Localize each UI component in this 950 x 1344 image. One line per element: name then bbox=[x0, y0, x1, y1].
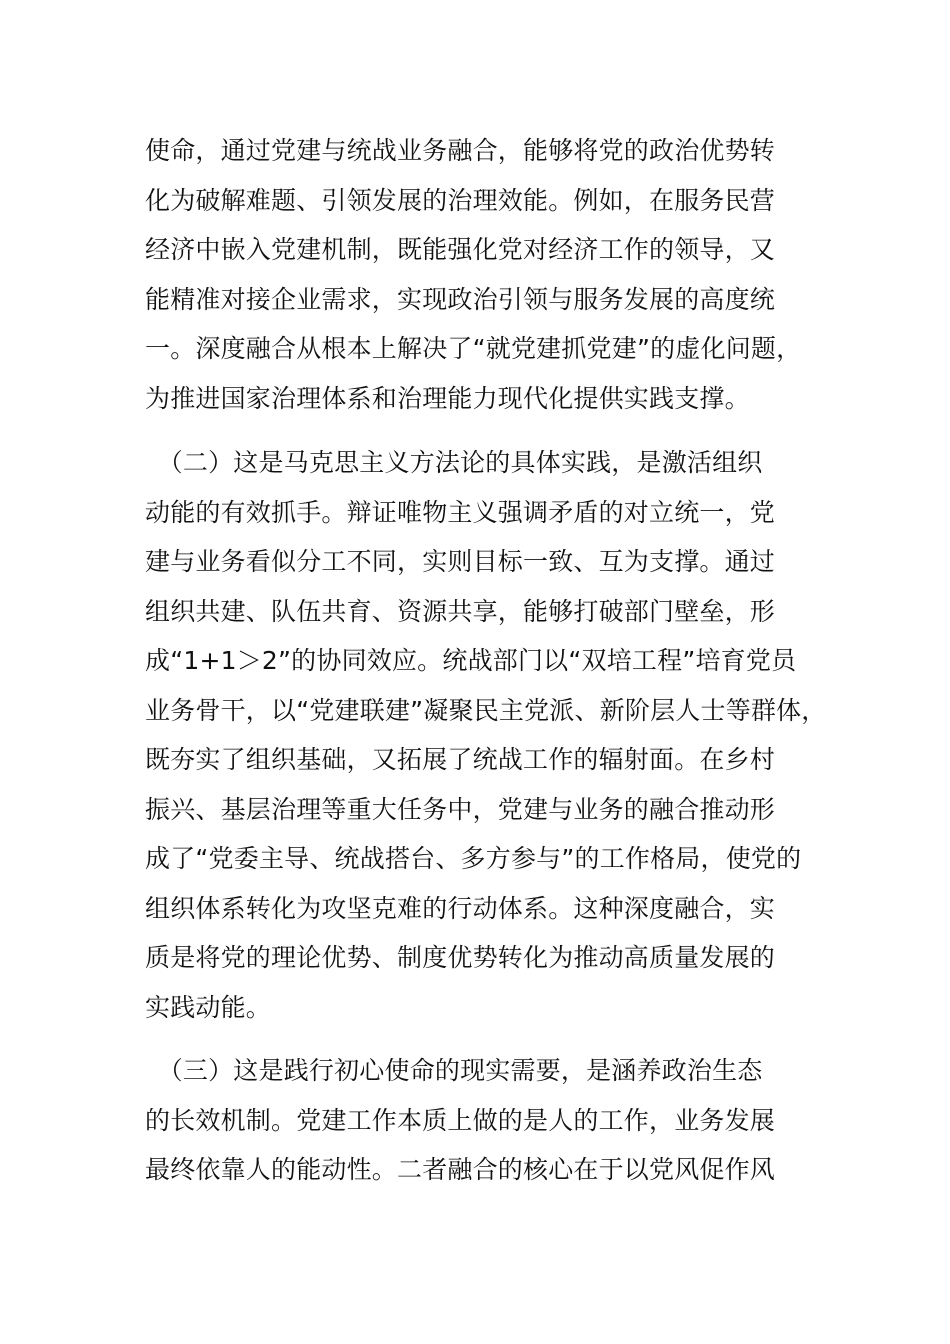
text-line: 组织体系转化为攻坚克难的行动体系。这种深度融合，实 bbox=[145, 893, 776, 923]
text-line: 振兴、基层治理等重大任务中，党建与业务的融合推动形 bbox=[145, 794, 776, 824]
text-line: 成了“党委主导、统战搭台、多方参与”的工作格局，使党的 bbox=[145, 844, 802, 873]
text-line: 一。深度融合从根本上解决了“就党建抓党建”的虚化问题， bbox=[145, 334, 802, 363]
paragraph-1 bbox=[145, 126, 845, 423]
text-line: 最终依靠人的能动性。二者融合的核心在于以党风促作风 bbox=[145, 1155, 776, 1184]
text-line: （二）这是马克思主义方法论的具体实践，是激活组织 bbox=[145, 448, 763, 477]
text-line: 实践动能。 bbox=[145, 992, 272, 1022]
text-line: 为推进国家治理体系和治理能力现代化提供实践支撑。 bbox=[145, 383, 750, 413]
text-line: 经济中嵌入党建机制，既能强化党对经济工作的领导，又 bbox=[145, 235, 776, 264]
text-line: 业务骨干，以“党建联建”凝聚民主党派、新阶层人士等群体， bbox=[145, 695, 827, 725]
text-line: 的长效机制。党建工作本质上做的是人的工作，业务发展 bbox=[145, 1105, 776, 1135]
text-line: 能精准对接企业需求，实现政治引领与服务发展的高度统 bbox=[145, 284, 776, 314]
text-line: 动能的有效抓手。辩证唯物主义强调矛盾的对立统一，党 bbox=[145, 497, 776, 527]
text-line: 建与业务看似分工不同，实则目标一致、互为支撑。通过 bbox=[145, 547, 776, 576]
text-line: 化为破解难题、引领发展的治理效能。例如，在服务民营 bbox=[145, 185, 776, 215]
text-line: 既夯实了组织基础，又拓展了统战工作的辐射面。在乡村 bbox=[145, 745, 776, 774]
text-line: 成“1+1＞2”的协同效应。统战部门以“双培工程”培育党员 bbox=[145, 646, 797, 675]
text-line: 组织共建、队伍共育、资源共享，能够打破部门壁垒，形 bbox=[145, 596, 776, 626]
text-line: 使命，通过党建与统战业务融合，能够将党的政治优势转 bbox=[145, 136, 776, 165]
text-line: 质是将党的理论优势、制度优势转化为推动高质量发展的 bbox=[145, 943, 776, 972]
text-line: （三）这是践行初心使命的现实需要，是涵养政治生态 bbox=[145, 1056, 763, 1085]
paragraph-3 bbox=[145, 1046, 845, 1195]
paragraph-2 bbox=[145, 438, 845, 1032]
